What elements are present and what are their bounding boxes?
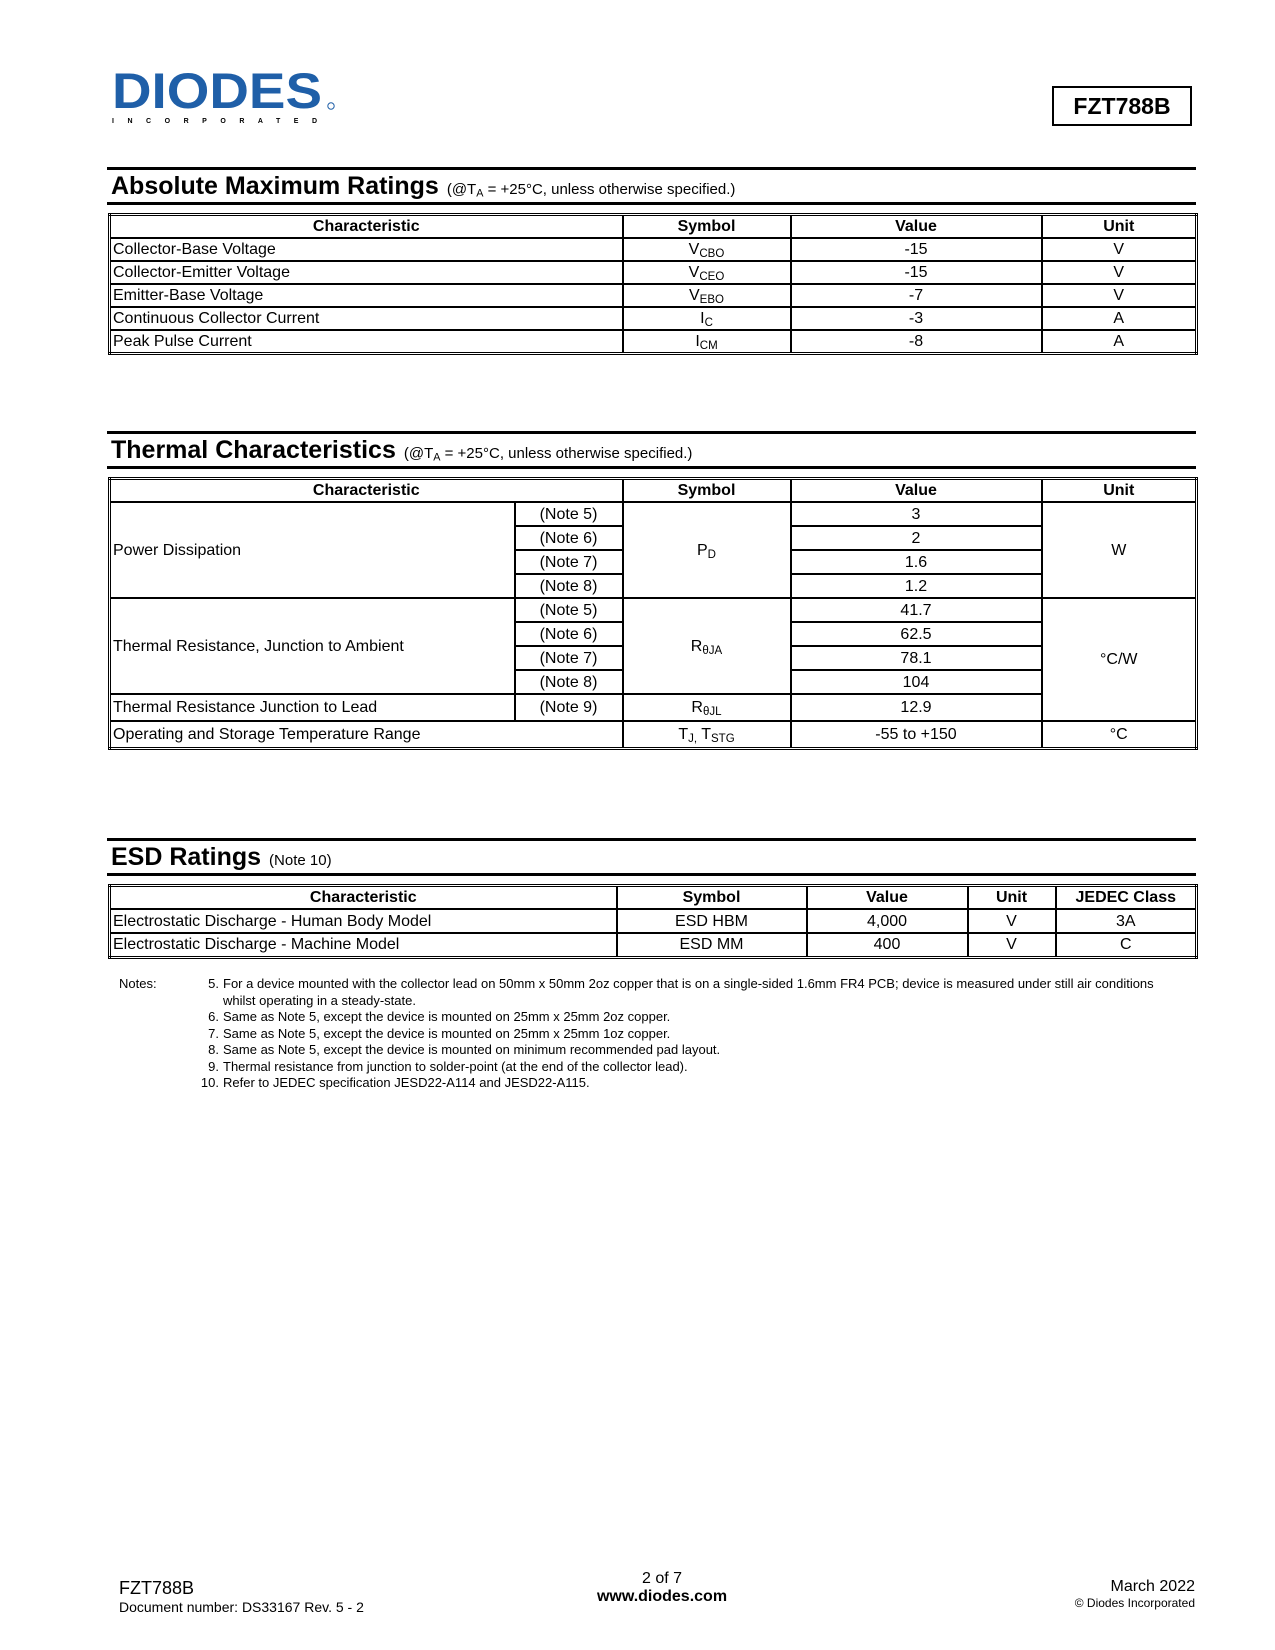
cell-value: 78.1 xyxy=(791,646,1042,670)
footer-center xyxy=(537,1570,787,1606)
cell-characteristic: Emitter-Base Voltage xyxy=(110,284,623,307)
cell-unit: W xyxy=(1042,502,1197,598)
list-item: 8. Same as Note 5, except the device is mounted on minimum recommended pad layout. xyxy=(208,1042,721,1057)
header-value: Value xyxy=(807,886,968,910)
esd-condition: (Note 10) xyxy=(269,851,332,869)
cell-symbol: $I_C$ xyxy=(623,307,791,330)
cell-unit: V xyxy=(968,909,1056,933)
table-row xyxy=(110,307,1197,330)
cell-jedec-class: C xyxy=(1056,933,1197,957)
list-item: 10. Refer to JEDEC specification JESD22-A114 and JESD22-A115. xyxy=(200,1075,590,1090)
cell-symbol: $V_{EBO}$ xyxy=(623,284,791,307)
thermal-title: Thermal Characteristics xyxy=(111,435,396,464)
table-row xyxy=(110,502,1197,526)
table-row xyxy=(110,933,1197,957)
cell-value: -15 xyxy=(791,261,1042,284)
cell-unit: °C xyxy=(1042,721,1197,748)
cell-note: (Note 6) xyxy=(515,622,623,646)
list-item: 9. Thermal resistance from junction to solder-point (at the end of the collector lead). xyxy=(208,1058,688,1074)
cell-value: 41.7 xyxy=(791,598,1042,622)
header-characteristic: Characteristic xyxy=(110,886,617,910)
header-symbol: Symbol xyxy=(623,479,791,503)
cell-note: (Note 5) xyxy=(515,502,623,526)
footer-left xyxy=(119,1578,364,1615)
footer-website[interactable]: www.diodes.com xyxy=(596,1588,728,1605)
logo-wordmark: DIODES xyxy=(112,66,322,119)
cell-symbol: $V_{CEO}$ xyxy=(623,261,791,284)
cell-symbol: $T_{J,}$ $T_{STG}$ xyxy=(623,721,791,748)
thermal-heading xyxy=(107,431,1196,469)
esd-table xyxy=(108,884,1198,959)
cell-characteristic: Thermal Resistance, Junction to Ambient xyxy=(110,598,515,694)
cell-characteristic: Continuous Collector Current xyxy=(110,307,623,330)
cell-symbol: $R_{\theta JA}$ xyxy=(623,598,791,694)
cell-characteristic: Operating and Storage Temperature Range xyxy=(110,721,623,748)
cell-unit: A xyxy=(1042,307,1197,330)
cell-value: 2 xyxy=(791,526,1042,550)
table-header-row xyxy=(110,886,1197,910)
cell-symbol: $P_D$ xyxy=(623,502,791,598)
cell-value: 1.2 xyxy=(791,574,1042,598)
cell-symbol: $I_{CM}$ xyxy=(623,330,791,354)
cell-characteristic: Peak Pulse Current xyxy=(110,330,623,354)
cell-note: (Note 7) xyxy=(515,550,623,574)
list-item: 5. For a device mounted with the collector lead on 50mm x 50mm 2oz copper that is on a single-sided 1.6mm FR4 PCB; device is measured under still air conditions whilst operating in a steady-state. xyxy=(208,976,1154,1008)
cell-note: (Note 7) xyxy=(515,646,623,670)
cell-note: (Note 6) xyxy=(515,526,623,550)
cell-unit: V xyxy=(968,933,1056,957)
table-row xyxy=(110,330,1197,354)
table-header-row xyxy=(110,479,1197,503)
cell-symbol: $V_{CBO}$ xyxy=(623,238,791,261)
notes-list xyxy=(197,976,1187,1092)
footer-copyright: © Diodes Incorporated xyxy=(1074,1596,1195,1610)
cell-characteristic: Thermal Resistance Junction to Lead xyxy=(110,694,515,721)
cell-value: -3 xyxy=(791,307,1042,330)
cell-value: 62.5 xyxy=(791,622,1042,646)
cell-note: (Note 5) xyxy=(515,598,623,622)
footer-date: March 2022 xyxy=(1110,1578,1195,1595)
cell-unit: V xyxy=(1042,261,1197,284)
abs-max-condition: ($@T_A = +25^\circ C$, unless otherwise specified.) xyxy=(446,180,736,200)
esd-title: ESD Ratings xyxy=(111,842,262,871)
table-row xyxy=(110,721,1197,748)
cell-characteristic: Collector-Emitter Voltage xyxy=(110,261,623,284)
header-unit: Unit xyxy=(968,886,1056,910)
diodes-logo xyxy=(112,66,337,126)
footer-page-number: 2 of 7 xyxy=(641,1570,683,1587)
part-number-box: FZT788B xyxy=(1052,86,1192,126)
cell-symbol: ESD MM xyxy=(617,933,807,957)
list-item: 7. Same as Note 5, except the device is mounted on 25mm x 25mm 1oz copper. xyxy=(208,1025,671,1041)
cell-symbol: $R_{\theta JL}$ xyxy=(623,694,791,721)
notes-label: Notes: xyxy=(119,976,157,991)
cell-unit: V xyxy=(1042,284,1197,307)
cell-value: 12.9 xyxy=(791,694,1042,721)
abs-max-heading xyxy=(107,167,1196,205)
cell-unit: °C/W xyxy=(1042,598,1197,721)
abs-max-table xyxy=(108,213,1198,355)
cell-jedec-class: 3A xyxy=(1056,909,1197,933)
header-jedec-class: JEDEC Class xyxy=(1056,886,1197,910)
cell-characteristic: Electrostatic Discharge - Machine Model xyxy=(110,933,617,957)
cell-characteristic: Collector-Base Voltage xyxy=(110,238,623,261)
cell-note: (Note 9) xyxy=(515,694,623,721)
abs-max-title: Absolute Maximum Ratings xyxy=(111,171,439,200)
header-symbol: Symbol xyxy=(617,886,807,910)
cell-value: 4,000 xyxy=(807,909,968,933)
table-row xyxy=(110,261,1197,284)
cell-value: -55 to +150 xyxy=(791,721,1042,748)
table-row xyxy=(110,694,1197,721)
footer-doc-number: Document number: DS33167 Rev. 5 - 2 xyxy=(119,1599,364,1615)
cell-unit: V xyxy=(1042,238,1197,261)
cell-value: 400 xyxy=(807,933,968,957)
cell-symbol: ESD HBM xyxy=(617,909,807,933)
header-characteristic: Characteristic xyxy=(110,479,623,503)
header-symbol: Symbol xyxy=(623,215,791,239)
cell-note: (Note 8) xyxy=(515,670,623,694)
header-unit: Unit xyxy=(1042,215,1197,239)
table-row xyxy=(110,284,1197,307)
header-characteristic: Characteristic xyxy=(110,215,623,239)
table-row xyxy=(110,238,1197,261)
cell-value: 1.6 xyxy=(791,550,1042,574)
table-header-row xyxy=(110,215,1197,239)
header-value: Value xyxy=(791,215,1042,239)
footer-part-number: FZT788B xyxy=(119,1578,195,1598)
thermal-table xyxy=(108,477,1198,750)
logo-subtext: INCORPORATED xyxy=(112,118,317,125)
esd-heading xyxy=(107,838,1196,876)
header-value: Value xyxy=(791,479,1042,503)
footer-right xyxy=(1075,1578,1195,1610)
table-row xyxy=(110,909,1197,933)
cell-value: -7 xyxy=(791,284,1042,307)
cell-note: (Note 8) xyxy=(515,574,623,598)
table-row xyxy=(110,598,1197,622)
cell-unit: A xyxy=(1042,330,1197,354)
cell-value: -8 xyxy=(791,330,1042,354)
cell-value: 104 xyxy=(791,670,1042,694)
cell-characteristic: Electrostatic Discharge - Human Body Model xyxy=(110,909,617,933)
header-unit: Unit xyxy=(1042,479,1197,503)
cell-characteristic: Power Dissipation xyxy=(110,502,515,598)
list-item: 6. Same as Note 5, except the device is mounted on 25mm x 25mm 2oz copper. xyxy=(208,1009,671,1024)
thermal-condition: ($@T_A = +25^\circ C$, unless otherwise specified.) xyxy=(403,444,693,464)
cell-value: -15 xyxy=(791,238,1042,261)
cell-value: 3 xyxy=(791,502,1042,526)
